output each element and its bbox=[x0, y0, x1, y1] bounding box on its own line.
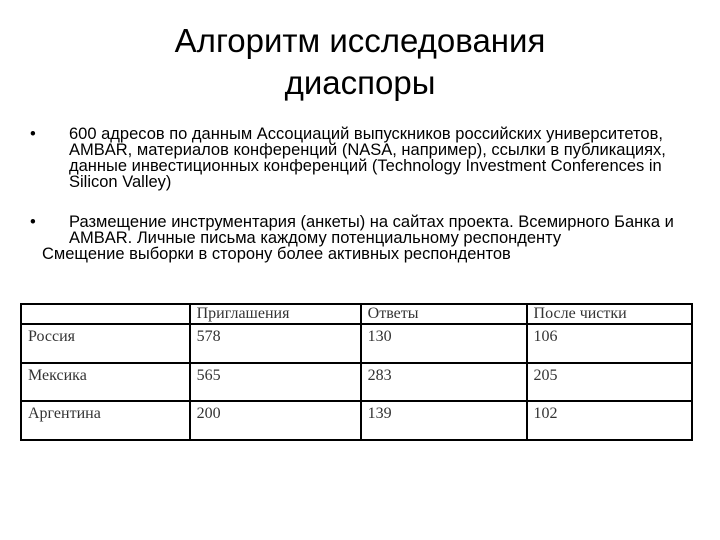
table-cell: 283 bbox=[361, 363, 527, 402]
bullet-text: Размещение инструментария (анкеты) на сайтах проекта. Всемирного Банка и AMBAR. Личные письма каждому потенциальному респонденту bbox=[69, 213, 674, 247]
bullet-item bbox=[30, 214, 690, 246]
table-cell: 200 bbox=[190, 401, 361, 440]
table-row bbox=[21, 363, 692, 402]
bullet-item bbox=[30, 126, 690, 190]
table-header-cell: Ответы bbox=[361, 304, 527, 324]
table-cell: Мексика bbox=[21, 363, 190, 402]
table-cell: 130 bbox=[361, 324, 527, 363]
table-cell: 578 bbox=[190, 324, 361, 363]
table-header-cell bbox=[21, 304, 190, 324]
table-row bbox=[21, 401, 692, 440]
table-cell: 205 bbox=[527, 363, 692, 402]
title-line-1: Алгоритм исследования bbox=[174, 22, 546, 59]
data-table bbox=[20, 303, 693, 441]
table-cell: Аргентина bbox=[21, 401, 190, 440]
slide-title bbox=[0, 20, 720, 104]
title-line-2: диаспоры bbox=[284, 64, 436, 101]
note-text: Смещение выборки в сторону более активных респондентов bbox=[42, 245, 511, 263]
table-cell: 565 bbox=[190, 363, 361, 402]
table-header-row bbox=[21, 304, 692, 324]
table-header-cell: Приглашения bbox=[190, 304, 361, 324]
table-cell: 106 bbox=[527, 324, 692, 363]
table-cell: 102 bbox=[527, 401, 692, 440]
table-row bbox=[21, 324, 692, 363]
table-cell: Россия bbox=[21, 324, 190, 363]
bullet-marker: • bbox=[30, 125, 36, 143]
bullet-text: 600 адресов по данным Ассоциаций выпускников российских университетов, AMBAR, материалов конференций (NASA, например), ссылки в публикациях, данные инвестиционных конференций (Technology Investment Conferences in Silicon Valley) bbox=[69, 125, 666, 191]
bullet-list bbox=[30, 126, 690, 262]
bullet-marker: • bbox=[30, 213, 36, 231]
table-cell: 139 bbox=[361, 401, 527, 440]
table-header-cell: После чистки bbox=[527, 304, 692, 324]
